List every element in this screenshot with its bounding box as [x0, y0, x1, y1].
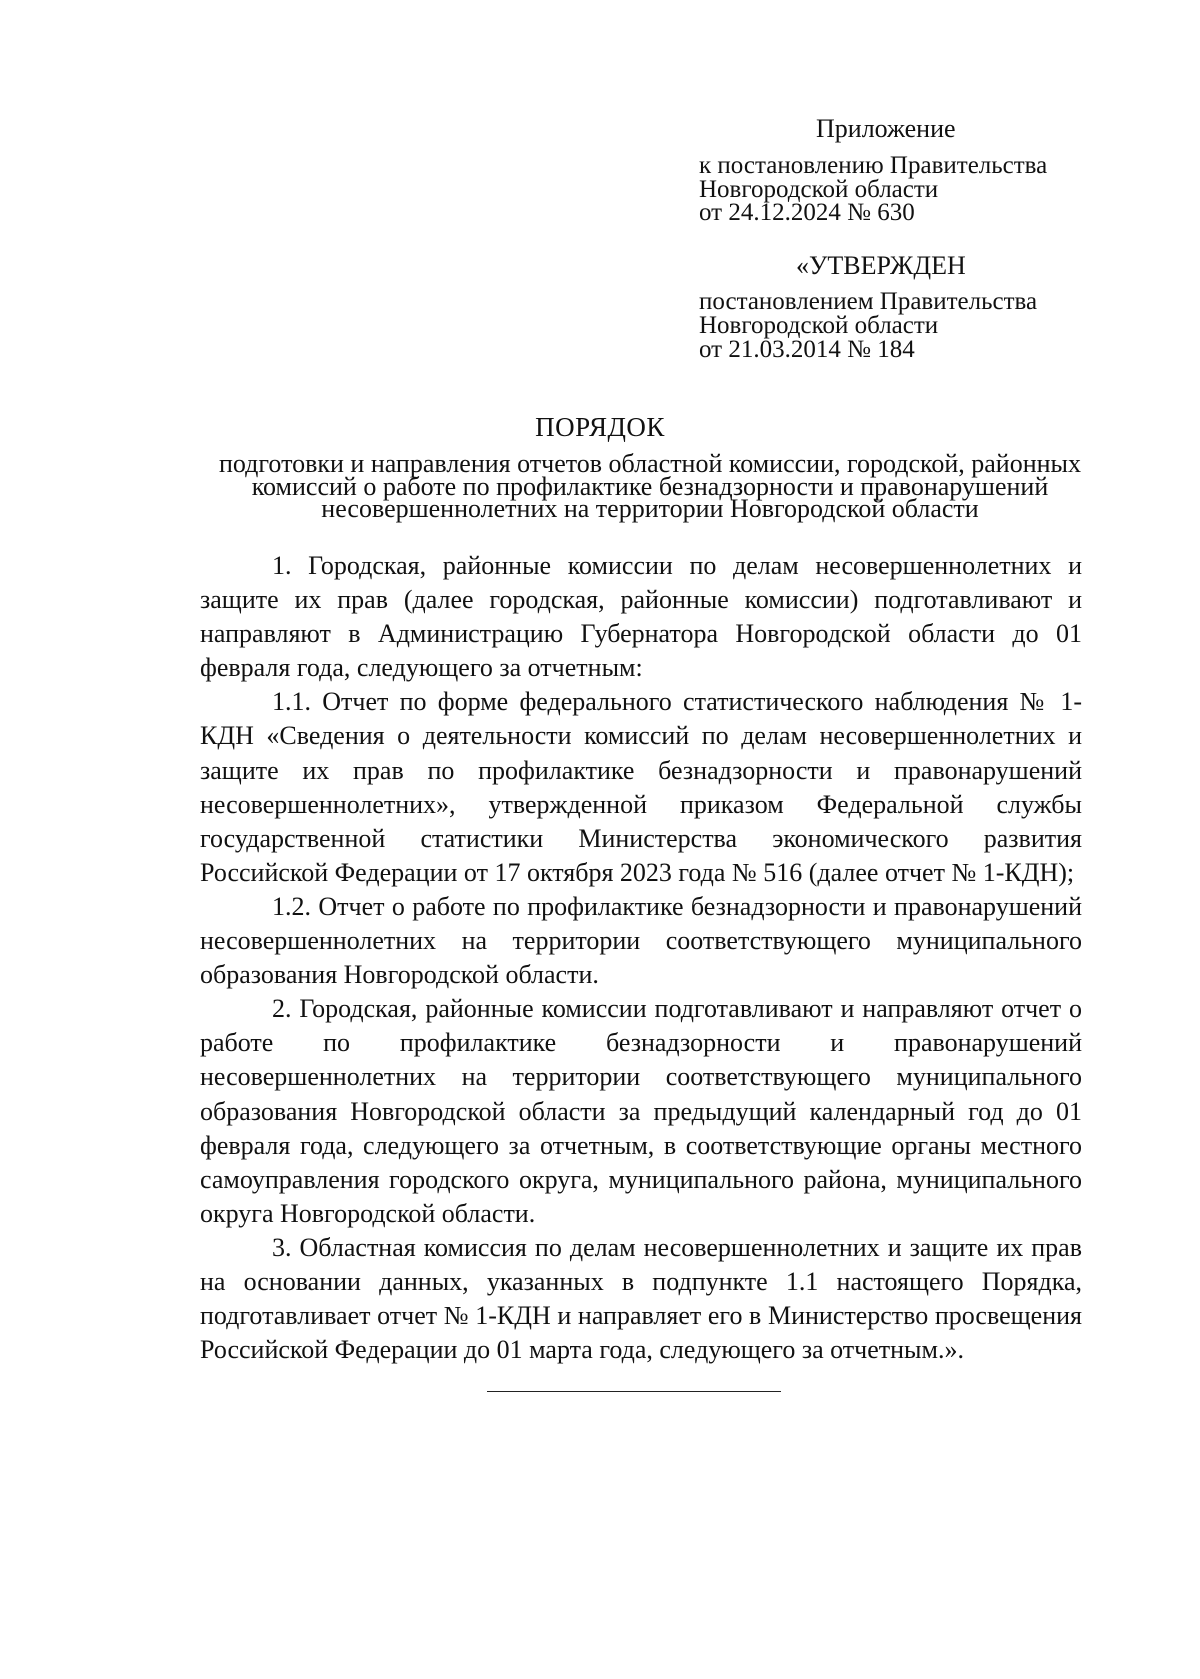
- approval-label: «УТВЕРЖДЕН: [796, 251, 966, 280]
- approval-line-2: Новгородской области: [699, 312, 939, 339]
- document-body: [200, 549, 1082, 1367]
- appendix-label: Приложение: [816, 114, 956, 143]
- subtitle-line-2: комиссий о работе по профилактике безнадзорности и правонарушений: [251, 472, 1049, 501]
- approval-line-1: постановлением Правительства: [699, 288, 1038, 315]
- subtitle-line-1: подготовки и направления отчетов областной комиссии, городской, районных: [219, 449, 1081, 478]
- appendix-line-2: Новгородской области: [699, 176, 939, 203]
- subtitle-line-3: несовершеннолетних на территории Новгородской области: [321, 494, 979, 523]
- paragraph-1-1: 1.1. Отчет по форме федерального статистического наблюдения № 1-КДН «Сведения о деятельности комиссий по делам несовершеннолетних и защите их прав по профилактике безнадзорности и правонарушений несовершеннолетних», утвержденной приказом Федеральной службы государственной статистики Министерства экономического развития Российской Федерации от 17 октября 2023 года № 516 (далее отчет № 1-КДН);: [200, 687, 1082, 887]
- appendix-line-1: к постановлению Правительства: [699, 152, 1048, 179]
- paragraph-2: 2. Городская, районные комиссии подготавливают и направляют отчет о работе по профилактике безнадзорности и правонарушений несовершеннолетних на территории соответствующего муниципального образования Новгородской области за предыдущий календарный год до 01 февраля года, следующего за отчетным, в соответствующие органы местного самоуправления городского округа, муниципального района, муниципального округа Новгородской области.: [200, 994, 1082, 1228]
- paragraph-1-2: 1.2. Отчет о работе по профилактике безнадзорности и правонарушений несовершеннолетних на территории соответствующего муниципального образования Новгородской области.: [200, 891, 1082, 990]
- paragraph-3: 3. Областная комиссия по делам несовершеннолетних и защите их прав на основании данных, указанных в подпункте 1.1 настоящего Порядка, подготавливает отчет № 1-КДН и направляет его в Министерство просвещения Российской Федерации до 01 марта года, следующего за отчетным.».: [200, 1232, 1082, 1365]
- appendix-line-3: от 24.12.2024 № 630: [699, 199, 915, 226]
- end-divider: [487, 1391, 781, 1392]
- paragraph-1: 1. Городская, районные комиссии по делам несовершеннолетних и защите их прав (далее городская, районные комиссии) подготавливают и направляют в Администрацию Губернатора Новгородской области до 01 февраля года, следующего за отчетным:: [200, 551, 1082, 683]
- approval-line-3: от 21.03.2014 № 184: [699, 336, 915, 363]
- document-title: ПОРЯДОК: [535, 412, 665, 442]
